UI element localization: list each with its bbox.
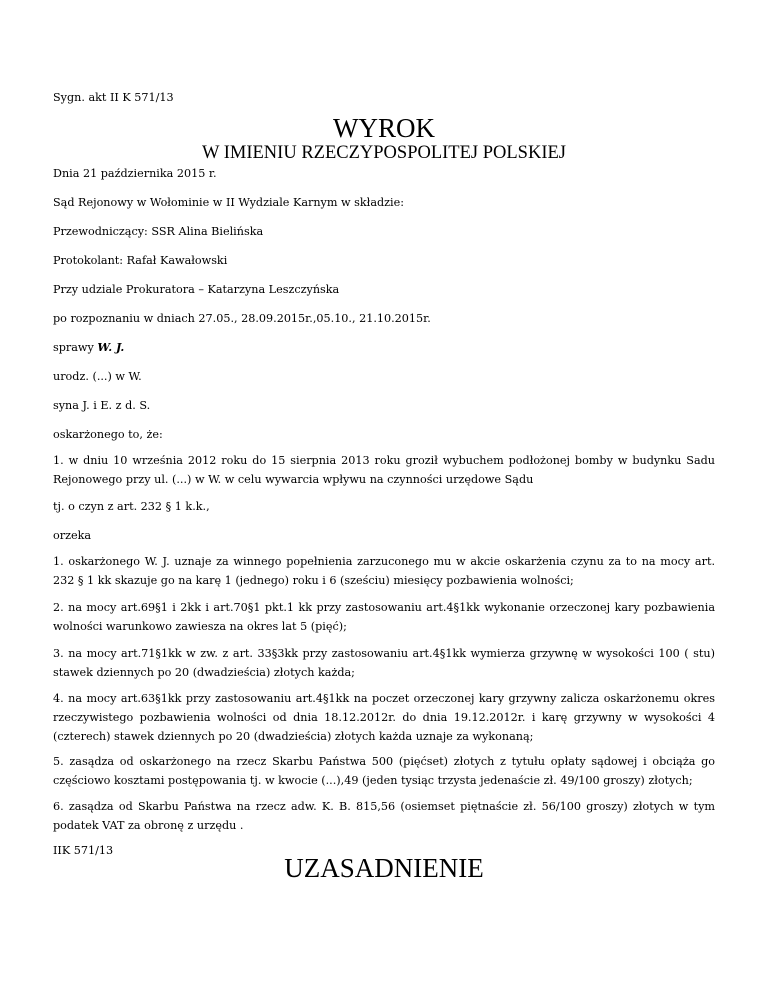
hearing-dates: po rozpoznaniu w dniach 27.05., 28.09.2015r.,05.10., 21.10.2015r.	[53, 312, 431, 325]
prosecutor-line: Przy udziale Prokuratora – Katarzyna Leszczyńska	[53, 283, 340, 296]
presiding-judge: Przewodniczący: SSR Alina Bielińska	[53, 225, 264, 238]
accused-of-line: oskarżonego to, że:	[53, 428, 163, 441]
ruling-1: 1. oskarżonego W. J. uznaje za winnego popełnienia zarzuconego mu w akcie oskarżenia czynu za to na mocy art. 232 § 1 kk skazuje go na karę 1 (jednego) roku i 6 (sześciu) miesięcy pozbawienia wolności;	[53, 555, 715, 587]
ruling-5: 5. zasądza od oskarżonego na rzecz Skarbu Państwa 500 (pięćset) złotych z tytułu opłaty sądowej i obciąża go częściowo kosztami postępowania tj. w kwocie (...),49 (jeden tysiąc trzysta jedenaście zł. 49/100 groszy) złotych;	[53, 755, 715, 787]
ruling-3: 3. na mocy art.71§1kk w zw. z art. 33§3kk przy zastosowaniu art.4§1kk wymierza grzywnę w wysokości 100 ( stu) stawek dziennych po 20 (dwadzieścia) złotych każda;	[53, 647, 715, 679]
ruling-2: 2. na mocy art.69§1 i 2kk i art.70§1 pkt.1 kk przy zastosowaniu art.4§1kk wykonanie orzeczonej kary pozbawienia wolności warunkowo zawiesza na okres lat 5 (pięć);	[53, 601, 715, 633]
birth-line: urodz. (...) w W.	[53, 370, 142, 383]
date-line: Dnia 21 października 2015 r.	[53, 167, 217, 180]
judgment-subtitle: W IMIENIU RZECZYPOSPOLITEJ POLSKIEJ	[201, 143, 566, 163]
defendant-name: W. J.	[97, 340, 125, 354]
rules-line: orzeka	[53, 529, 92, 542]
case-line	[53, 338, 715, 357]
court-clerk: Protokolant: Rafał Kawałowski	[53, 254, 228, 267]
case-prefix: sprawy	[53, 341, 98, 354]
court-line: Sąd Rejonowy w Wołominie w II Wydziale Karnym w składzie:	[53, 196, 405, 209]
legal-basis: tj. o czyn z art. 232 § 1 k.k.,	[53, 500, 210, 513]
ruling-4: 4. na mocy art.63§1kk przy zastosowaniu art.4§1kk na poczet orzeczonej kary grzywny zalicza oskarżonemu okres rzeczywistego pozbawienia wolności od dnia 18.12.2012r. do dnia 19.12.2012r. i karę grzywny w wysokości 4 (czterech) stawek dziennych po 20 (dwadzieścia) złotych każda uznaje za wykonaną;	[53, 692, 715, 743]
case-signature: Sygn. akt II K 571/13	[53, 91, 174, 104]
charge-1: 1. w dniu 10 września 2012 roku do 15 sierpnia 2013 roku groził wybuchem podłożonej bomby w budynku Sadu Rejonowego przy ul. (...) w W. w celu wywarcia wpływu na czynności urzędowe Sądu	[53, 454, 715, 486]
case-signature-bottom: IIK 571/13	[53, 844, 114, 857]
ruling-6: 6. zasądza od Skarbu Państwa na rzecz adw. K. B. 815,56 (osiemset piętnaście zł. 56/100 groszy) złotych w tym podatek VAT za obronę z urzędu .	[53, 800, 715, 832]
judgment-title: WYROK	[333, 113, 435, 143]
parents-line: syna J. i E. z d. S.	[53, 399, 151, 412]
justification-title: UZASADNIENIE	[284, 853, 484, 883]
